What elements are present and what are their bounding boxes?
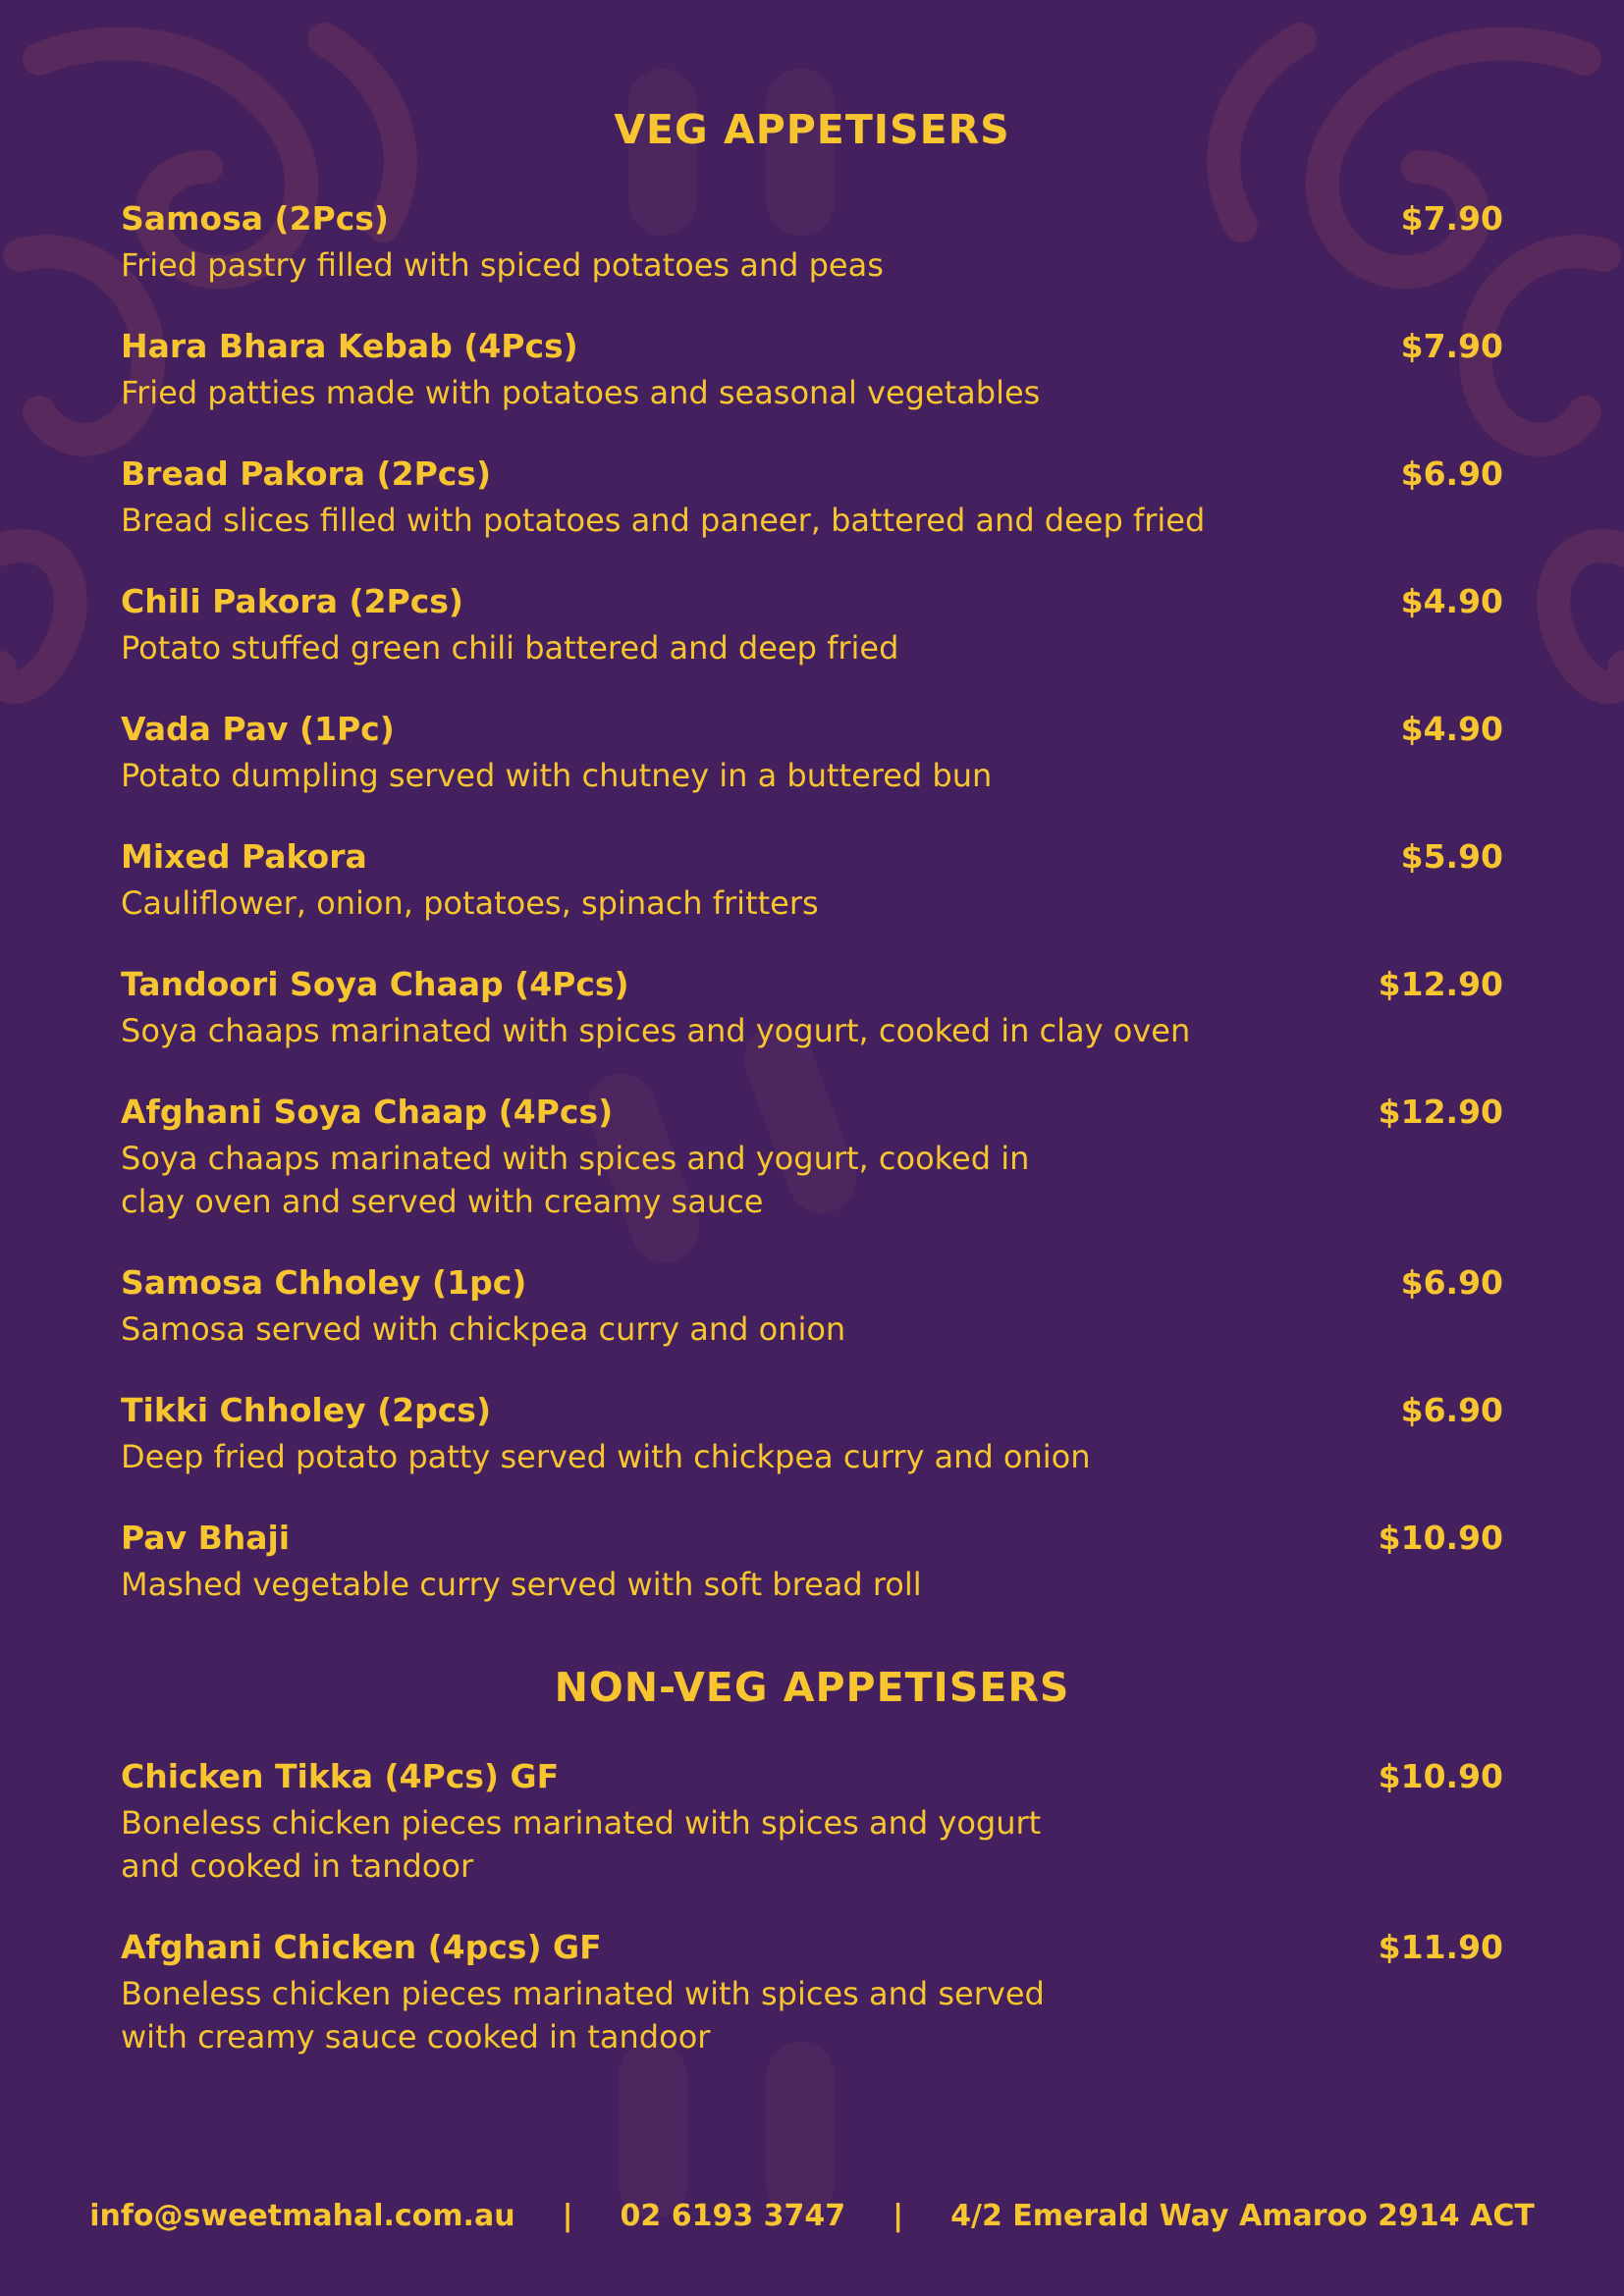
menu-item-description: Potato dumpling served with chutney in a buttered bun — [121, 757, 993, 794]
menu-item — [121, 1391, 1503, 1478]
menu-item-name: Tandoori Soya Chaap (4Pcs) — [121, 965, 629, 1003]
menu-item — [121, 454, 1503, 542]
menu-item-name: Afghani Soya Chaap (4Pcs) — [121, 1093, 614, 1131]
menu-item — [121, 965, 1503, 1052]
menu-item-header — [121, 837, 1503, 881]
menu-item-price: $4.90 — [1400, 710, 1503, 748]
menu-item-price: $10.90 — [1378, 1519, 1503, 1557]
menu-item-header — [121, 327, 1503, 370]
menu-item-name: Chili Pakora (2Pcs) — [121, 582, 463, 620]
menu-item — [121, 1928, 1503, 2058]
menu-item-description: Soya chaaps marinated with spices and yogurt, cooked in — [121, 1140, 1030, 1177]
menu-item-description: Bread slices filled with potatoes and paneer, battered and deep fried — [121, 502, 1206, 539]
menu-item — [121, 1263, 1503, 1351]
menu-item-header — [121, 454, 1503, 498]
menu-item-description: Samosa served with chickpea curry and onion — [121, 1310, 846, 1348]
nonveg-section-title: NON-VEG APPETISERS — [554, 1664, 1070, 1711]
menu-item-price: $12.90 — [1378, 965, 1503, 1003]
menu-item-header — [121, 965, 1503, 1008]
menu-item-header — [121, 1928, 1503, 1971]
menu-item-name: Hara Bhara Kebab (4Pcs) — [121, 327, 578, 365]
menu-item-header — [121, 1757, 1503, 1800]
menu-item-description: Fried patties made with potatoes and seasonal vegetables — [121, 374, 1041, 411]
menu-item-name: Pav Bhaji — [121, 1519, 291, 1557]
menu-item-header — [121, 1519, 1503, 1562]
menu-item-description: Cauliflower, onion, potatoes, spinach fritters — [121, 884, 819, 922]
menu-item-price: $7.90 — [1400, 327, 1503, 365]
menu-item — [121, 582, 1503, 669]
menu-item-price: $6.90 — [1400, 1391, 1503, 1429]
menu-item — [121, 1519, 1503, 1606]
menu-item-description: Deep fried potato patty served with chickpea curry and onion — [121, 1438, 1091, 1475]
footer-email[interactable]: info@sweetmahal.com.au — [89, 2199, 515, 2233]
menu-item-price: $11.90 — [1378, 1928, 1503, 1966]
menu-item-name: Samosa Chholey (1pc) — [121, 1263, 527, 1302]
menu-item-description: Boneless chicken pieces marinated with spices and served — [121, 1975, 1045, 2012]
menu-item-header — [121, 199, 1503, 242]
menu-item-header — [121, 1263, 1503, 1307]
menu-item-name: Afghani Chicken (4pcs) GF — [121, 1928, 602, 1966]
veg-section-title: VEG APPETISERS — [614, 106, 1010, 153]
nonveg-menu-list — [121, 1757, 1503, 2099]
menu-item-description: with creamy sauce cooked in tandoor — [121, 2018, 711, 2056]
menu-item-header — [121, 1391, 1503, 1434]
menu-item-price: $5.90 — [1400, 837, 1503, 876]
menu-item-description: Mashed vegetable curry served with soft bread roll — [121, 1566, 922, 1603]
menu-item — [121, 1757, 1503, 1888]
menu-item-header — [121, 1093, 1503, 1136]
menu-item-header — [121, 582, 1503, 625]
veg-menu-list — [121, 199, 1503, 1646]
menu-item — [121, 327, 1503, 414]
menu-item-description: and cooked in tandoor — [121, 1847, 474, 1885]
menu-item — [121, 199, 1503, 287]
menu-item-name: Samosa (2Pcs) — [121, 199, 390, 238]
menu-item-description: Soya chaaps marinated with spices and yogurt, cooked in clay oven — [121, 1012, 1191, 1049]
menu-item-name: Tikki Chholey (2pcs) — [121, 1391, 492, 1429]
menu-item-name: Bread Pakora (2Pcs) — [121, 454, 492, 493]
menu-item — [121, 1093, 1503, 1223]
menu-item-price: $10.90 — [1378, 1757, 1503, 1795]
menu-item-description: Boneless chicken pieces marinated with spices and yogurt — [121, 1804, 1042, 1842]
menu-item-description: Potato stuffed green chili battered and deep fried — [121, 629, 899, 667]
menu-item-price: $6.90 — [1400, 454, 1503, 493]
menu-item-description: Fried pastry filled with spiced potatoes and peas — [121, 246, 884, 284]
menu-item-name: Chicken Tikka (4Pcs) GF — [121, 1757, 560, 1795]
menu-item-price: $6.90 — [1400, 1263, 1503, 1302]
menu-item-header — [121, 710, 1503, 753]
footer-phone[interactable]: 02 6193 3747 — [620, 2199, 846, 2233]
menu-item-description: clay oven and served with creamy sauce — [121, 1183, 764, 1220]
footer-separator: | — [893, 2199, 904, 2233]
contact-footer — [0, 2199, 1624, 2233]
footer-separator: | — [562, 2199, 573, 2233]
menu-item-price: $4.90 — [1400, 582, 1503, 620]
menu-item — [121, 837, 1503, 925]
menu-item-price: $12.90 — [1378, 1093, 1503, 1131]
menu-item — [121, 710, 1503, 797]
footer-address: 4/2 Emerald Way Amaroo 2914 ACT — [950, 2199, 1535, 2233]
menu-item-name: Vada Pav (1Pc) — [121, 710, 395, 748]
menu-item-name: Mixed Pakora — [121, 837, 367, 876]
menu-item-price: $7.90 — [1400, 199, 1503, 238]
